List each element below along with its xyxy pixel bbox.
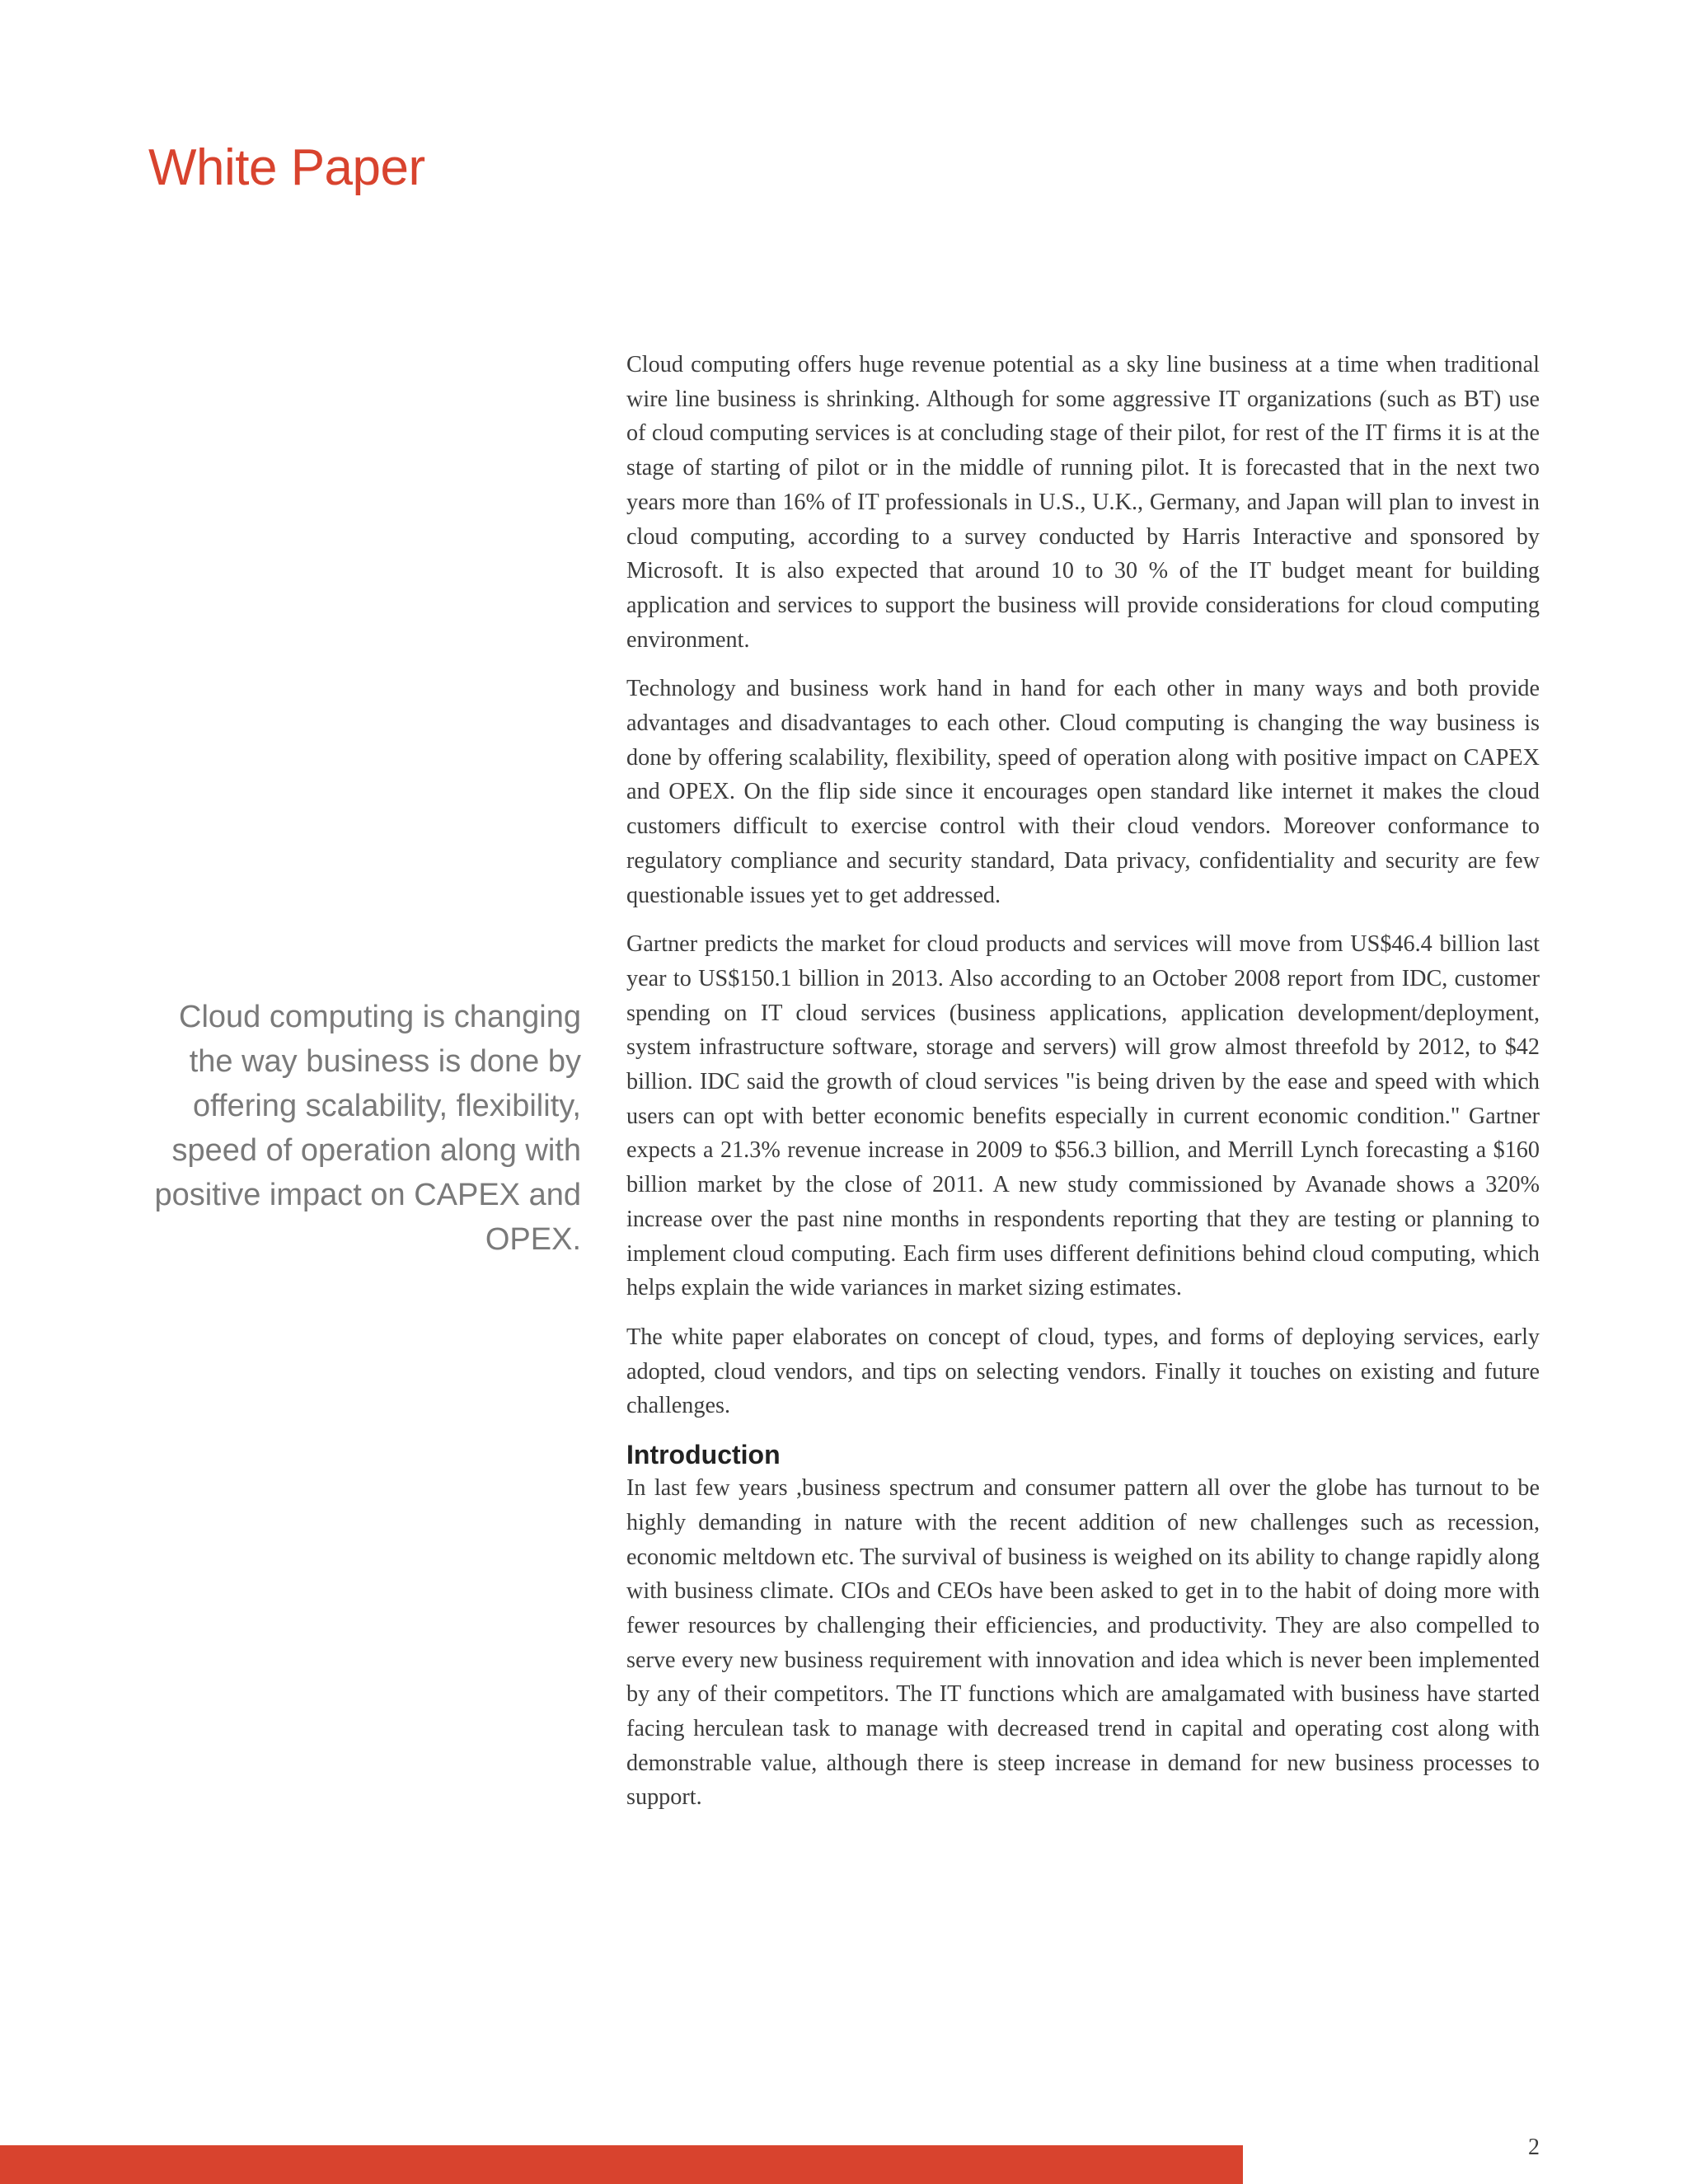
introduction-paragraph: In last few years ,business spectrum and consumer pattern all over the globe has turnout to be highly demanding in nature with the recent addition of new challenges such as recession, economic meltdown etc. The survival of business is weighed on its ability to change rapidly along with business climate. CIOs and CEOs have been asked to get in to the habit of doing more with fewer resources by challenging their efficiencies, and productivity. They are also compelled to serve every new business requirement with innovation and idea which is never been implemented by any of their competitors. The IT functions which are amalgamated with business have started facing herculean task to manage with decreased trend in capital and operating cost along with demonstrable value, although there is steep increase in demand for new business processes to support.: [626, 1475, 1540, 1811]
section-heading-introduction: Introduction: [626, 1440, 781, 1470]
body-paragraph-2: Technology and business work hand in hand for each other in many ways and both provide advantages and disadvantages to each other. Cloud computing is changing the way business is done by offering scalability, flexibility, speed of operation along with positive impact on CAPEX and OPEX. On the flip side since it encourages open standard like internet it makes the cloud customers difficult to exercise control with their cloud vendors. Moreover conformance to regulatory compliance and security standard, Data privacy, confidentiality and security are few questionable issues yet to get addressed.: [626, 676, 1540, 908]
body-paragraph-3: Gartner predicts the market for cloud products and services will move from US$46.4 billion last year to US$150.1 billion in 2013. Also according to an October 2008 report from IDC, customer spending on IT cloud services (business applications, application development/deployment, system infrastructure software, storage and servers) will grow almost threefold by 2012, to $42 billion. IDC said the growth of cloud services "is being driven by the ease and speed with which users can opt with better economic benefits especially in current economic condition." Gartner expects a 21.3% revenue increase in 2009 to $56.3 billion, and Merrill Lynch forecasting a $160 billion market by the close of 2011. A new study commissioned by Avanade shows a 320% increase over the past nine months in respondents reporting that they are testing or planning to implement cloud computing. Each firm uses different definitions behind cloud computing, which helps explain the wide variances in market sizing estimates.: [626, 931, 1540, 1301]
page-number: 2: [1528, 2135, 1540, 2160]
document-title: White Paper: [148, 139, 425, 196]
footer-accent-bar: [0, 2145, 1243, 2184]
body-paragraph-1: Cloud computing offers huge revenue potential as a sky line business at a time when traditional wire line business is shrinking. Although for some aggressive IT organizations (such as BT) use of cloud computing services is at concluding stage of their pilot, for rest of the IT firms it is at the stage of starting of pilot or in the middle of running pilot. It is forecasted that in the next two years more than 16% of IT professionals in U.S., U.K., Germany, and Japan will plan to invest in cloud computing, according to a survey conducted by Harris Interactive and sponsored by Microsoft. It is also expected that around 10 to 30 % of the IT budget meant for building application and services to support the business will provide considerations for cloud computing environment.: [626, 352, 1540, 653]
body-paragraph-4: The white paper elaborates on concept of cloud, types, and forms of deploying services, early adopted, cloud vendors, and tips on selecting vendors. Finally it touches on existing and future challenges.: [626, 1324, 1540, 1419]
body-column: [626, 348, 1540, 1830]
pull-quote: Cloud computing is changing the way business is done by offering scalability, flexibility, speed of operation along with positive impact on CAPEX and OPEX.: [154, 1000, 581, 1257]
